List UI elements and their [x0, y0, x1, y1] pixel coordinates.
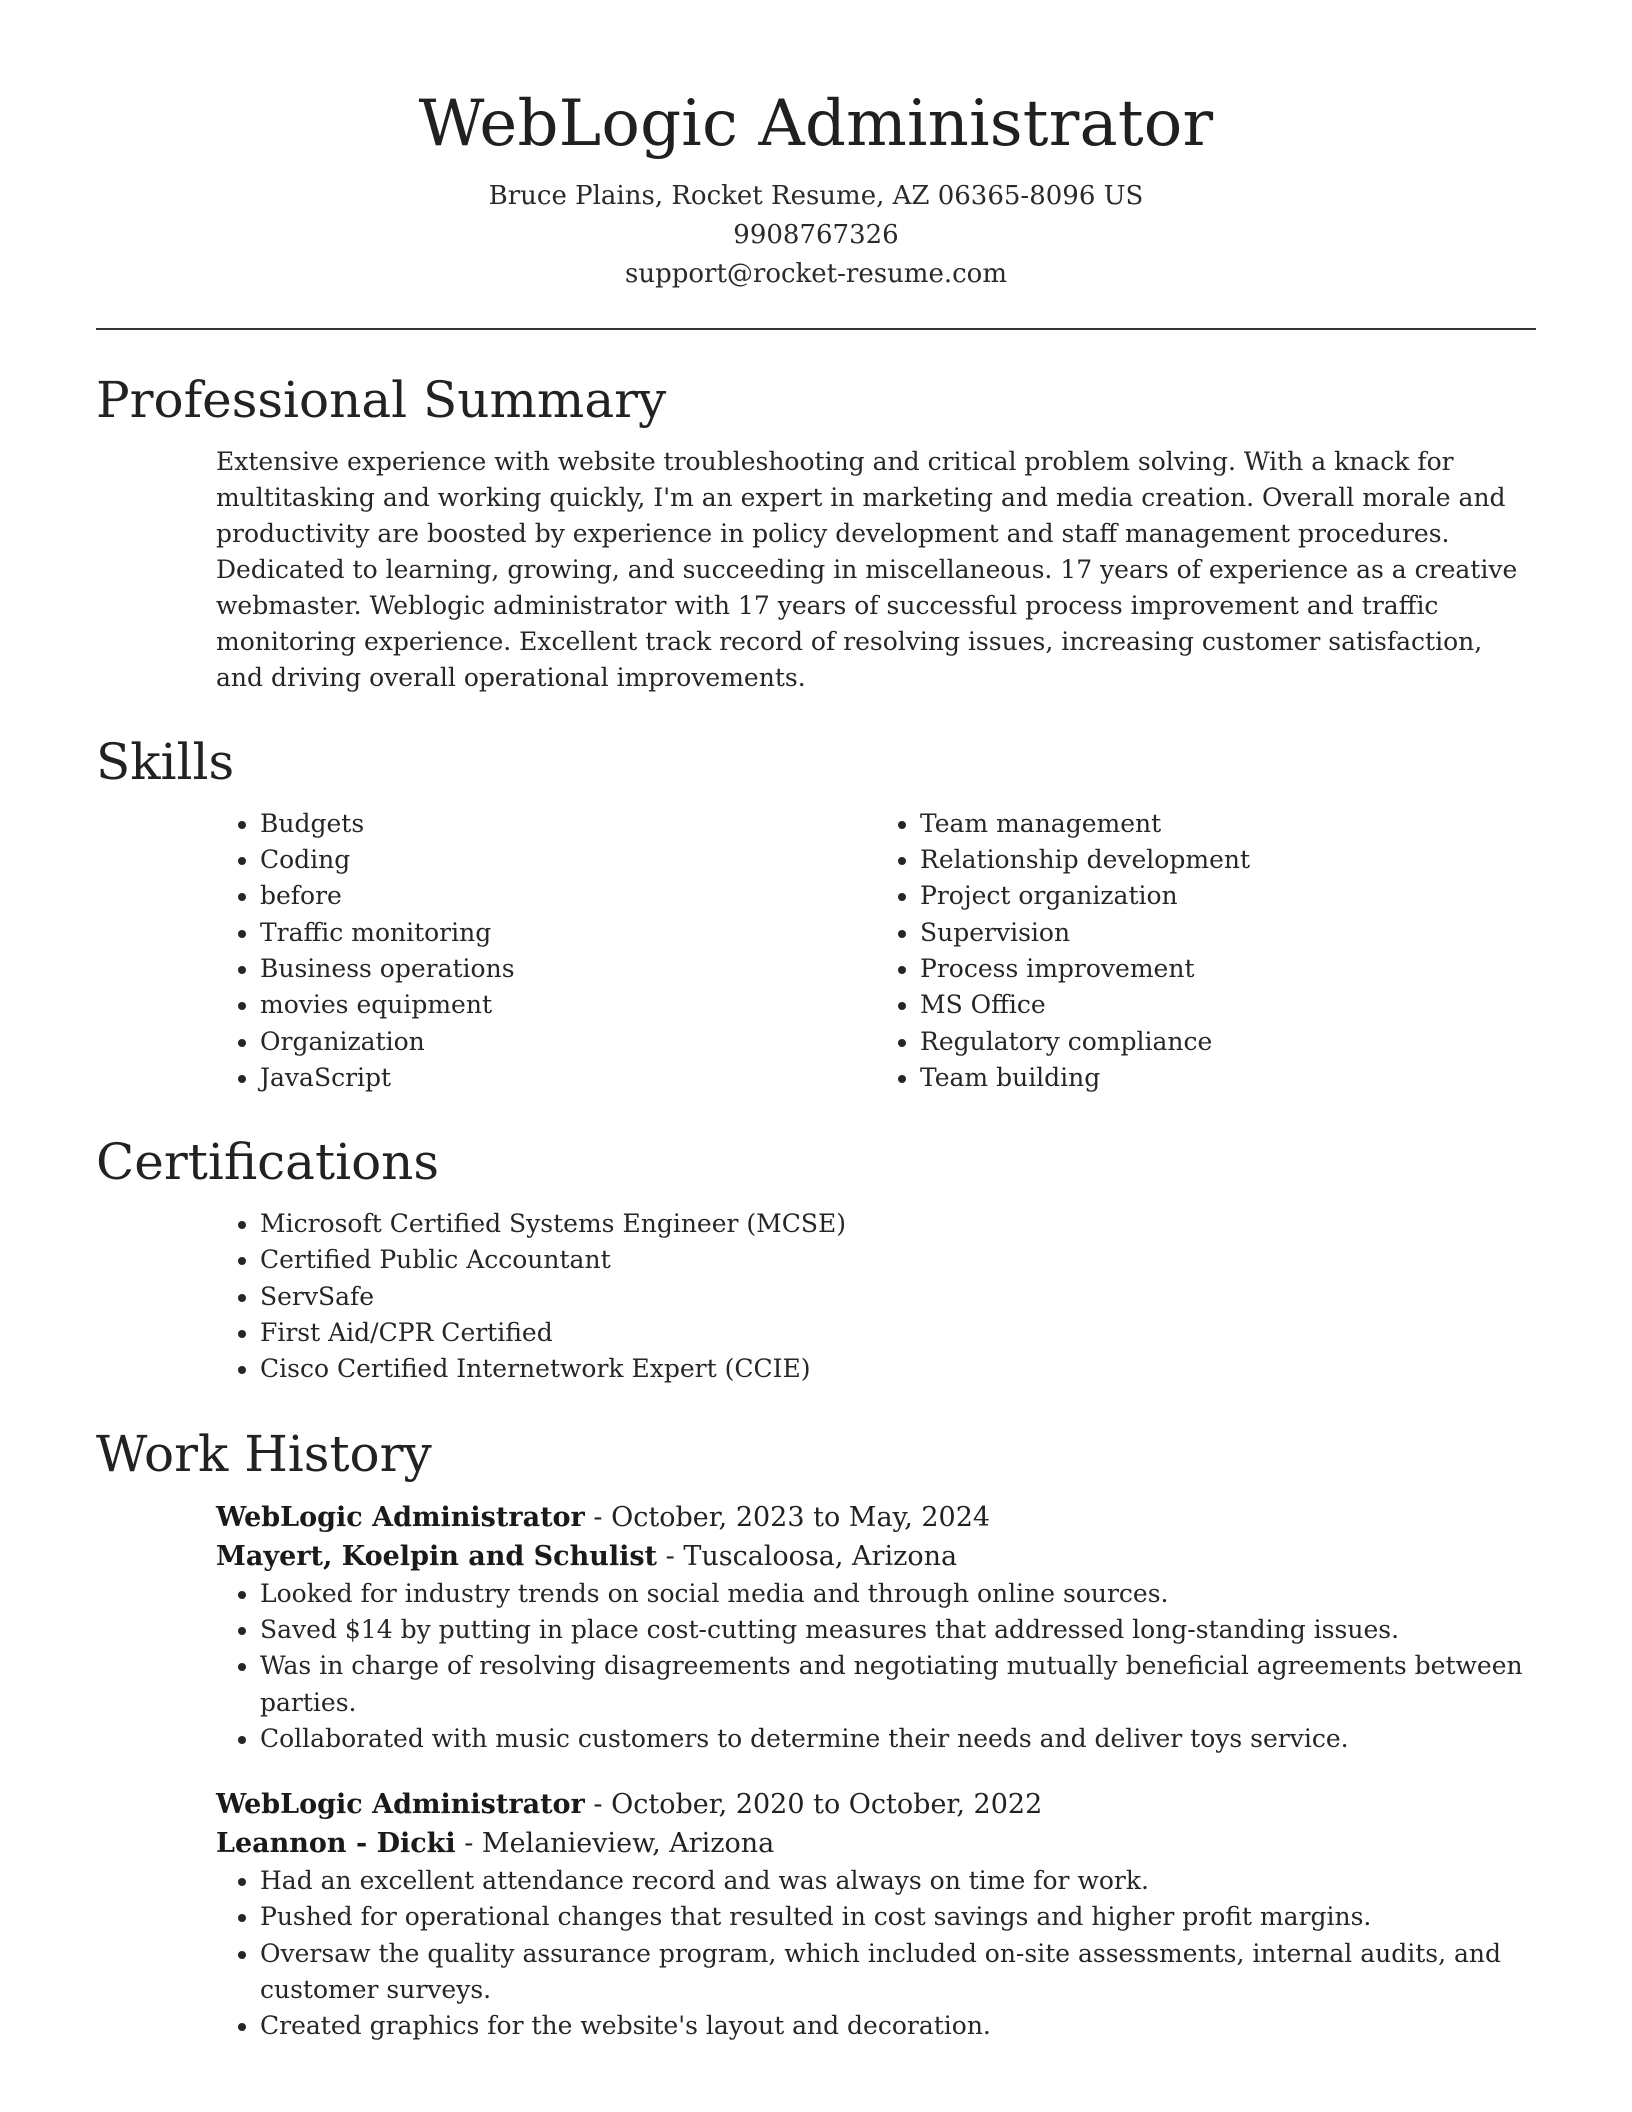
skills-list-right [876, 806, 1536, 1096]
skill-item: • Business operations [260, 951, 876, 987]
skill-item: • Team management [920, 806, 1536, 842]
resume-name: WebLogic Administrator [418, 87, 1214, 161]
skill-item: • Supervision [920, 915, 1536, 951]
job-dates: - October, 2020 to October, 2022 [584, 1789, 1043, 1821]
job-role: WebLogic Administrator [216, 1789, 585, 1821]
skills-title: Skills [96, 732, 235, 791]
certification-item: • Microsoft Certified Systems Engineer (MCSE) [260, 1206, 1536, 1242]
certification-item: • Cisco Certified Internetwork Expert (CCIE) [260, 1351, 1536, 1387]
resume-header [96, 86, 1536, 294]
work-history-section [96, 1424, 1536, 2045]
job-bullet: • Looked for industry trends on social media and through online sources. [260, 1576, 1536, 1612]
skills-grid [216, 806, 1536, 1096]
job-bullet: • Pushed for operational changes that resulted in cost savings and higher profit margins. [260, 1899, 1536, 1935]
certification-item: • ServSafe [260, 1279, 1536, 1315]
job-bullet: • Oversaw the quality assurance program, which included on-site assessments, internal audits, and customer surveys. [260, 1936, 1536, 2009]
job-company-line [216, 1824, 1536, 1863]
skill-item: • movies equipment [260, 987, 876, 1023]
job-company: Leannon - Dicki [216, 1828, 456, 1860]
job-dates: - October, 2023 to May, 2024 [584, 1501, 991, 1533]
contact-phone: 9908767326 [733, 219, 899, 250]
skill-item: • Team building [920, 1060, 1536, 1096]
summary-text: Extensive experience with website troubleshooting and critical problem solving. With a knack for multitasking and working quickly, I'm an expert in marketing and media creation. Overall morale and productivity are boosted by experience in policy development and staff management procedures. Dedicated to learning, growing, and succeeding in miscellaneous. 17 years of experience as a creative webmaster. Weblogic administrator with 17 years of successful process improvement and traffic monitoring experience. Excellent track record of resolving issues, increasing customer satisfaction, and driving overall operational improvements. [216, 446, 1518, 692]
job-role: WebLogic Administrator [216, 1501, 585, 1533]
job-entry [216, 1785, 1536, 2044]
job-location: - Melanieview, Arizona [455, 1828, 775, 1860]
skill-item: • Traffic monitoring [260, 915, 876, 951]
skill-item: • Organization [260, 1024, 876, 1060]
contact-email: support@rocket-resume.com [624, 258, 1007, 289]
skill-item: • JavaScript [260, 1060, 876, 1096]
skill-item: • Budgets [260, 806, 876, 842]
job-title-line [216, 1498, 1536, 1537]
job-bullets [216, 1576, 1536, 1757]
job-location: - Tuscaloosa, Arizona [657, 1540, 958, 1572]
skill-item: • Process improvement [920, 951, 1536, 987]
job-bullet: • Saved $14 by putting in place cost-cutting measures that addressed long-standing issues. [260, 1612, 1536, 1648]
work-history-body [216, 1498, 1536, 2045]
certification-item: • First Aid/CPR Certified [260, 1315, 1536, 1351]
job-bullet: • Collaborated with music customers to determine their needs and deliver toys service. [260, 1721, 1536, 1757]
certifications-list [216, 1206, 1536, 1387]
contact-address: Bruce Plains, Rocket Resume, AZ 06365-8096 US [488, 180, 1144, 211]
summary-body [216, 444, 1536, 696]
skill-item: • MS Office [920, 987, 1536, 1023]
skill-item: • Project organization [920, 878, 1536, 914]
job-company-line [216, 1537, 1536, 1576]
certifications-title: Certifications [96, 1133, 440, 1192]
job-bullet: • Had an excellent attendance record and was always on time for work. [260, 1863, 1536, 1899]
job-bullets [216, 1863, 1536, 2044]
job-entry [216, 1498, 1536, 1757]
skill-item: • before [260, 878, 876, 914]
job-company: Mayert, Koelpin and Schulist [216, 1540, 658, 1572]
summary-section [96, 370, 1536, 696]
skill-item: • Regulatory compliance [920, 1024, 1536, 1060]
skill-item: • Coding [260, 842, 876, 878]
job-title-line [216, 1785, 1536, 1824]
certifications-body [216, 1206, 1536, 1387]
job-bullet: • Was in charge of resolving disagreements and negotiating mutually beneficial agreements between parties. [260, 1648, 1536, 1721]
certification-item: • Certified Public Accountant [260, 1242, 1536, 1278]
job-bullet: • Created graphics for the website's layout and decoration. [260, 2008, 1536, 2044]
contact-block [96, 177, 1536, 294]
work-history-title: Work History [96, 1424, 432, 1483]
certifications-section [96, 1132, 1536, 1387]
summary-title: Professional Summary [96, 370, 667, 429]
skill-item: • Relationship development [920, 842, 1536, 878]
skills-section [96, 732, 1536, 1096]
header-divider [96, 328, 1536, 330]
skills-list-left [216, 806, 876, 1096]
